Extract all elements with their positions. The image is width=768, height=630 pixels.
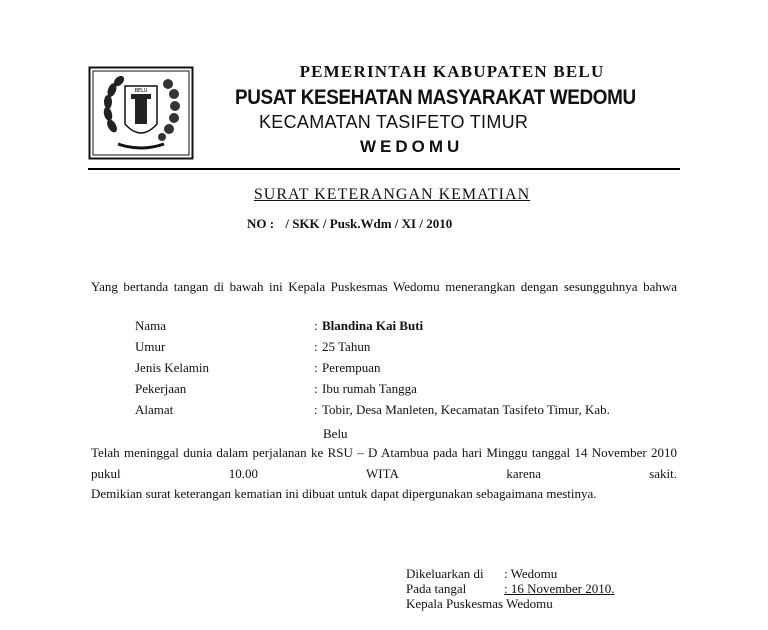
- district-heading: KECAMATAN TASIFETO TIMUR: [259, 112, 529, 132]
- field-value: Ibu rumah Tangga: [322, 381, 417, 396]
- issue-date: [406, 581, 614, 597]
- logo-text: BELU: [134, 88, 148, 94]
- field-colon: :: [314, 402, 318, 417]
- field-value: Blandina Kai Buti: [322, 318, 424, 333]
- field-label: Alamat: [135, 402, 174, 417]
- institution-heading: PUSAT KESEHATAN MASYARAKAT WEDOMU: [235, 86, 636, 109]
- field-value: 25 Tahun: [322, 339, 371, 354]
- field-row-gender: [0, 360, 768, 381]
- field-colon: :: [314, 360, 318, 375]
- closing-statement: Demikian surat keterangan kematian ini dibuat untuk dapat dipergunakan sebagaimana mestinya.: [91, 486, 597, 501]
- date-label: Pada tangal: [406, 581, 467, 596]
- field-colon: :: [314, 339, 318, 354]
- field-row-age: [0, 339, 768, 360]
- issued-at-value: : Wedomu: [504, 566, 558, 581]
- field-label: Pekerjaan: [135, 381, 187, 396]
- field-label: Nama: [135, 318, 167, 333]
- number-label: NO :: [247, 216, 275, 231]
- field-label: Umur: [135, 339, 166, 354]
- death-statement: Telah meninggal dunia dalam perjalanan ke RSU – D Atambua pada hari Minggu tanggal 14 November 2010 pukul 10.00 WITA karena sakit.: [91, 445, 677, 481]
- field-value: Perempuan: [322, 360, 381, 375]
- field-value: Tobir, Desa Manleten, Kecamatan Tasifeto Timur, Kab.: [322, 402, 610, 417]
- issued-at-label: Dikeluarkan di: [406, 566, 484, 581]
- field-label: Jenis Kelamin: [135, 360, 210, 375]
- field-colon: :: [314, 381, 318, 396]
- date-value: : 16 November 2010.: [504, 581, 615, 596]
- address-continued: Belu: [323, 426, 348, 441]
- number-value: / SKK / Pusk.Wdm / XI / 2010: [285, 216, 453, 231]
- village-heading: WEDOMU: [360, 137, 464, 156]
- document-title: SURAT KETERANGAN KEMATIAN: [253, 186, 531, 203]
- field-row-occupation: [0, 381, 768, 402]
- government-heading: PEMERINTAH KABUPATEN BELU: [299, 62, 605, 81]
- signer-title: Kepala Puskesmas Wedomu: [406, 596, 553, 611]
- document-number: [247, 216, 452, 232]
- issued-at: [406, 566, 557, 582]
- letterhead-divider: [88, 168, 680, 170]
- field-row-address: [0, 402, 768, 423]
- field-row-name: [0, 318, 768, 339]
- intro-paragraph: Yang bertanda tangan di bawah ini Kepala Puskesmas Wedomu menerangkan dengan sesungguhnya bahwa: [91, 279, 677, 294]
- belu-regency-emblem-icon: [88, 66, 194, 160]
- field-colon: :: [314, 318, 318, 333]
